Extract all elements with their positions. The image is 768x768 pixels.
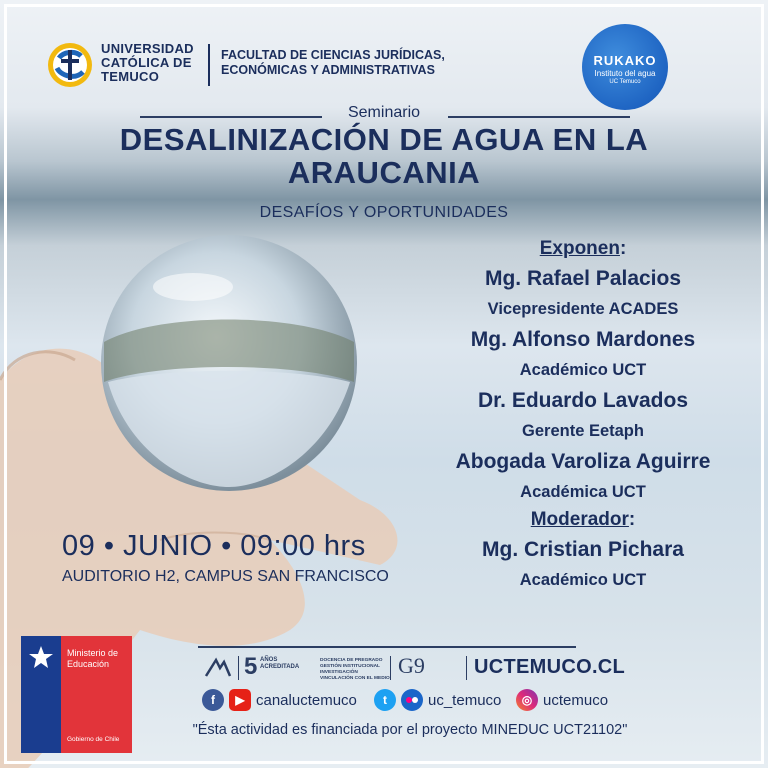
cna-logo-icon (202, 656, 234, 682)
moderator-name: Mg. Cristian Pichara (482, 538, 684, 561)
speaker-name: Mg. Alfonso Mardones (470, 328, 696, 351)
event-venue: AUDITORIO H2, CAMPUS SAN FRANCISCO (62, 568, 389, 585)
rukako-name: RUKAKO (593, 53, 657, 68)
speaker-name: Mg. Rafael Palacios (484, 267, 682, 290)
accreditation-area: DOCENCIA DE PREGRADO (320, 658, 383, 663)
mineduc-blue-band (21, 636, 61, 753)
mineduc-text (67, 648, 118, 670)
faculty-name (221, 48, 445, 78)
header-divider (208, 44, 210, 86)
speaker-role: Académico UCT (519, 361, 647, 379)
footer-rule (198, 646, 576, 648)
website-link[interactable]: UCTEMUCO.CL (474, 656, 626, 678)
accreditation-area: INVESTIGACIÓN (320, 670, 358, 675)
social-instagram[interactable] (516, 688, 608, 712)
social-facebook-youtube[interactable] (202, 688, 357, 712)
university-name-line: CATÓLICA DE (101, 55, 192, 70)
mineduc-line: Ministerio de (67, 648, 119, 658)
g9-logo: G9 (398, 653, 425, 678)
event-title-line: ARAUCANIA (287, 155, 481, 190)
rukako-subtitle-2: UC Temuco (609, 79, 641, 85)
event-title (40, 123, 728, 189)
faculty-line: FACULTAD DE CIENCIAS JURÍDICAS, (221, 48, 445, 62)
facebook-icon[interactable]: f (202, 689, 224, 711)
university-name-line: TEMUCO (101, 69, 160, 84)
flickr-icon[interactable] (401, 689, 423, 711)
social-handle[interactable]: uc_temuco (428, 691, 502, 709)
accreditation-divider (390, 656, 391, 680)
chile-crest-icon (27, 644, 55, 672)
kicker-rule-right (448, 116, 630, 118)
accreditation-anos: AÑOS (260, 657, 278, 663)
accreditation-years: 5 (244, 653, 258, 680)
mineduc-line: Educación (67, 659, 110, 669)
gobierno-label: Gobierno de Chile (67, 736, 120, 743)
event-kicker: Seminario (347, 104, 421, 121)
event-title-line: DESALINIZACIÓN DE AGUA EN LA (119, 122, 649, 157)
university-name (101, 42, 211, 84)
event-subtitle: DESAFÍOS Y OPORTUNIDADES (259, 204, 509, 221)
speakers-panel (418, 236, 748, 595)
moderator-heading: Moderador: (530, 509, 636, 530)
exponen-heading: Exponen: (539, 238, 627, 259)
event-datetime: 09 • JUNIO • 09:00 hrs (62, 530, 366, 562)
accreditation-acreditada: ACREDITADA (260, 664, 300, 670)
rukako-logo (582, 24, 668, 110)
mineduc-logo (21, 636, 132, 753)
accreditation-area: VINCULACIÓN CON EL MEDIO (320, 676, 390, 681)
accreditation-divider (238, 656, 239, 680)
accreditation-area: GESTIÓN INSTITUCIONAL (320, 664, 380, 669)
kicker-rule-left (140, 116, 322, 118)
moderator-label: Moderador (530, 509, 629, 530)
moderator-role: Académico UCT (519, 571, 647, 589)
accreditation-label (260, 657, 320, 671)
uct-logo-icon (47, 42, 93, 88)
social-handle[interactable]: canaluctemuco (256, 691, 357, 709)
financing-note: "Ésta actividad es financiada por el proyecto MINEDUC UCT21102" (192, 722, 628, 738)
social-twitter-flickr[interactable] (374, 688, 501, 712)
speaker-role: Vicepresidente ACADES (487, 300, 679, 318)
exponen-label: Exponen (539, 238, 620, 259)
twitter-icon[interactable]: t (374, 689, 396, 711)
speaker-role: Académica UCT (520, 483, 646, 501)
youtube-icon[interactable]: ▶ (229, 689, 251, 711)
accreditation-areas (320, 658, 390, 682)
speaker-name: Abogada Varoliza Aguirre (455, 450, 711, 473)
faculty-line: ECONÓMICAS Y ADMINISTRATIVAS (221, 63, 435, 77)
instagram-icon[interactable]: ◎ (516, 689, 538, 711)
crystal-sphere-image (98, 232, 360, 494)
rukako-subtitle: Instituto del agua (594, 69, 656, 78)
speaker-role: Gerente Eetaph (522, 422, 644, 440)
accreditation-divider (466, 656, 467, 680)
social-handle[interactable]: uctemuco (543, 691, 609, 709)
speaker-name: Dr. Eduardo Lavados (477, 389, 689, 412)
university-name-line: UNIVERSIDAD (101, 41, 194, 56)
